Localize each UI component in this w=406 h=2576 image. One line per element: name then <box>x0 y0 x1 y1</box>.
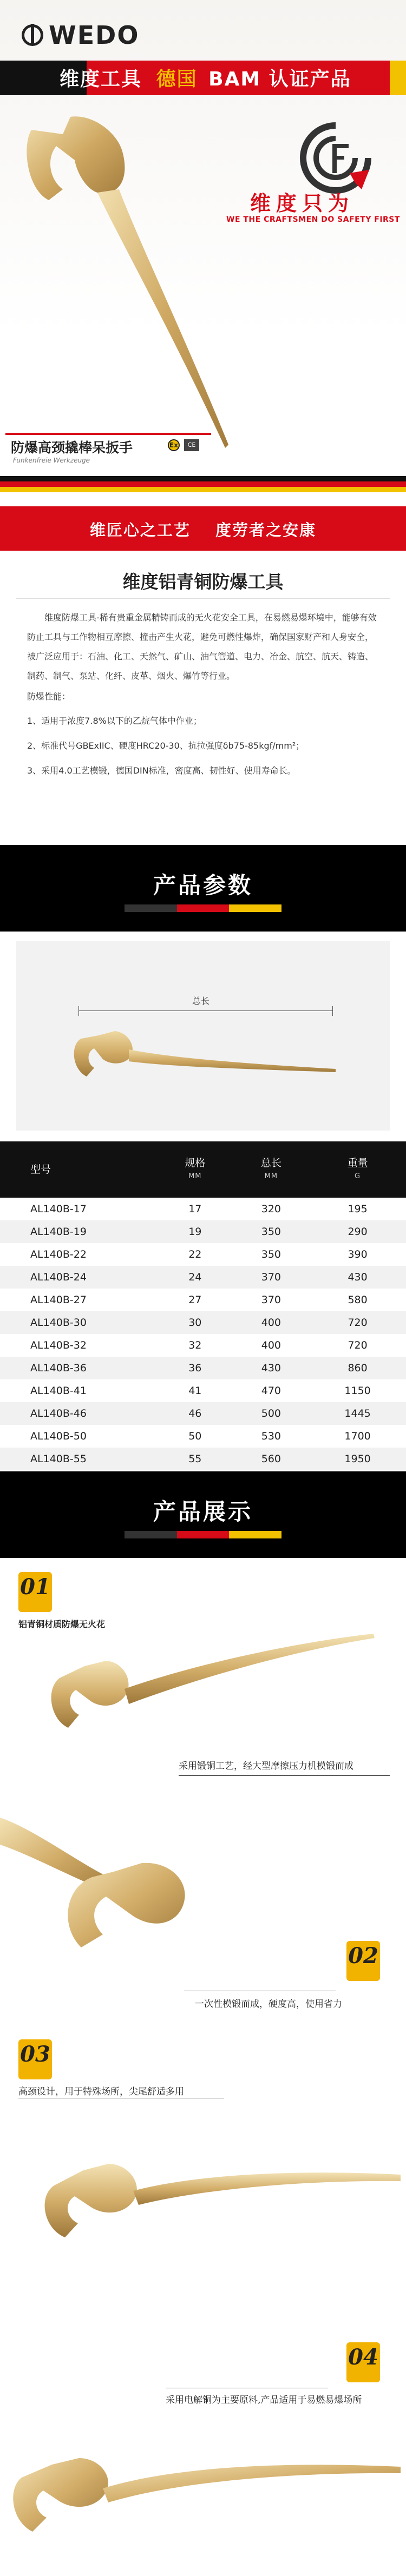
dimension-line <box>78 1010 333 1011</box>
list-item: 2、标准代号GBExIIC、硬度HRC20-30、抗拉强度δb75-85kgf/mm²； <box>27 741 305 751</box>
feature-caption: 一次性模锻而成，硬度高，使用省力 <box>195 1999 342 2010</box>
cell-length: 370 <box>261 1271 281 1283</box>
wrench-diagram-image <box>65 1017 346 1093</box>
cell-model: AL140B-50 <box>30 1430 87 1442</box>
cell-size: 19 <box>188 1226 202 1238</box>
number-badge: 04 <box>346 2342 380 2382</box>
column-header-size: 规格 MM <box>185 1157 206 1180</box>
product-name-tag <box>5 433 211 467</box>
cell-length: 500 <box>261 1408 281 1419</box>
intro-list <box>27 709 384 783</box>
intro-title: 维度铝青铜防爆工具 <box>122 571 284 592</box>
table-row <box>0 1357 406 1379</box>
flag-bar <box>125 904 281 912</box>
cell-weight: 430 <box>348 1271 368 1283</box>
column-header-length: 总长 MM <box>260 1157 281 1180</box>
cell-length: 320 <box>261 1203 281 1215</box>
cell-length: 430 <box>261 1362 281 1374</box>
cell-weight: 290 <box>348 1226 368 1238</box>
wrench-photo-4 <box>0 2407 406 2570</box>
table-row <box>0 1311 406 1334</box>
logo-icon <box>22 24 43 46</box>
banner-title-cert: 认证产品 <box>269 68 351 90</box>
cell-model: AL140B-22 <box>30 1249 87 1260</box>
cell-size: 17 <box>188 1203 202 1215</box>
cell-length: 530 <box>261 1430 281 1442</box>
show-item-4 <box>0 2299 406 2576</box>
ex-badge-icon: Ex <box>168 439 180 451</box>
table-header-row <box>0 1141 406 1198</box>
wrench-photo-3 <box>32 2110 406 2250</box>
feature-caption: 高颈设计，用于特殊场所，尖尾舒适多用 <box>18 2086 184 2097</box>
spec-table <box>0 1141 406 1470</box>
cell-size: 22 <box>188 1249 202 1260</box>
feature-caption: 采用锻铜工艺，经大型摩擦压力机模锻而成 <box>179 1761 353 1772</box>
wrench-photo-2 <box>0 1796 406 1964</box>
german-flag-stripe <box>0 476 406 492</box>
show-item-2 <box>0 1796 406 2023</box>
show-section-header <box>0 1471 406 1558</box>
slogan-cn: 维度只为 <box>250 191 355 215</box>
cell-length: 560 <box>261 1453 281 1465</box>
product-name: 防爆高颈撬棒呆扳手 <box>11 440 133 455</box>
cell-model: AL140B-36 <box>30 1362 87 1374</box>
cell-size: 41 <box>188 1385 202 1397</box>
cell-length: 350 <box>261 1226 281 1238</box>
cell-weight: 860 <box>348 1362 368 1374</box>
cell-model: AL140B-41 <box>30 1385 87 1397</box>
table-row <box>0 1448 406 1470</box>
craft-slogan-right: 度劳者之安康 <box>215 521 317 539</box>
brand-logo[interactable] <box>22 21 139 50</box>
cell-length: 350 <box>261 1249 281 1260</box>
intro-body: 维度防爆工具-稀有贵重金属精铸而成的无火花安全工具，在易燃易爆环境中，能够有效防止工具与工作物相互摩擦、撞击产生火花，避免可燃性爆炸，确保国家财产和人身安全，被广泛应用于：石油、化工、天然气、矿山、油气管道、电力、冶金、航空、航天、铸造、制药、制气、泵站、化纤、皮革、烟火、爆竹等行业。 <box>27 612 377 681</box>
show-item-3 <box>0 2039 406 2267</box>
cell-weight: 1950 <box>344 1453 371 1465</box>
number-badge: 01 <box>18 1572 52 1612</box>
cell-model: AL140B-32 <box>30 1339 87 1351</box>
slogan-en: WE THE CRAFTSMEN DO SAFETY FIRST <box>226 215 400 224</box>
number-badge: 03 <box>18 2039 52 2079</box>
cell-length: 370 <box>261 1294 281 1306</box>
table-row <box>0 1402 406 1425</box>
wrench-hero-image <box>11 108 238 454</box>
divider <box>179 1775 390 1776</box>
certification-logo-icon <box>298 120 374 196</box>
product-subtitle: Funkenfreie Werkzeuge <box>13 457 90 464</box>
banner-title-brand: 维度工具 <box>60 68 142 90</box>
intro-list-title: 防爆性能： <box>27 691 71 702</box>
cell-weight: 1445 <box>344 1408 371 1419</box>
column-header-weight: 重量 G <box>347 1157 368 1180</box>
cell-weight: 1700 <box>344 1430 371 1442</box>
cell-length: 470 <box>261 1385 281 1397</box>
cell-size: 36 <box>188 1362 202 1374</box>
cell-model: AL140B-55 <box>30 1453 87 1465</box>
cell-size: 30 <box>188 1317 202 1329</box>
cell-weight: 390 <box>348 1249 368 1260</box>
cell-size: 27 <box>188 1294 202 1306</box>
cell-model: AL140B-24 <box>30 1271 87 1283</box>
wrench-photo-1 <box>38 1628 384 1747</box>
table-row <box>0 1243 406 1266</box>
cell-length: 400 <box>261 1339 281 1351</box>
craft-slogan <box>0 518 406 540</box>
cell-weight: 1150 <box>344 1385 371 1397</box>
number-badge: 02 <box>346 1941 380 1981</box>
show-item-1 <box>0 1558 406 1791</box>
cell-weight: 195 <box>348 1203 368 1215</box>
column-header-model: 型号 <box>30 1164 51 1175</box>
table-row <box>0 1379 406 1402</box>
flag-bar <box>125 1531 281 1538</box>
banner-title-country: 德国 <box>156 68 198 90</box>
table-row <box>0 1266 406 1289</box>
list-item: 1、适用于浓度7.8%以下的乙烷气体中作业； <box>27 716 202 726</box>
ce-badge-icon: CE <box>184 439 199 451</box>
dimension-label: 总长 <box>192 996 210 1006</box>
table-row <box>0 1334 406 1357</box>
table-row <box>0 1289 406 1311</box>
logo-text: WEDO <box>49 21 140 50</box>
params-section-header <box>0 845 406 932</box>
cell-model: AL140B-30 <box>30 1317 87 1329</box>
cell-weight: 580 <box>348 1294 368 1306</box>
cell-size: 32 <box>188 1339 202 1351</box>
cell-model: AL140B-27 <box>30 1294 87 1306</box>
craft-slogan-left: 维匠心之工艺 <box>89 521 191 539</box>
feature-tag: 铝青铜材质防爆无火花 <box>18 1619 106 1629</box>
cell-weight: 720 <box>348 1317 368 1329</box>
table-row <box>0 1198 406 1220</box>
section-title: 产品展示 <box>153 1498 253 1525</box>
cell-size: 46 <box>188 1408 202 1419</box>
cell-length: 400 <box>261 1317 281 1329</box>
cell-size: 55 <box>188 1453 202 1465</box>
cell-model: AL140B-46 <box>30 1408 87 1419</box>
hero-banner-title <box>60 64 351 91</box>
cell-size: 50 <box>188 1430 202 1442</box>
banner-title-bam: BAM <box>208 68 261 90</box>
hero-section <box>0 0 406 476</box>
section-title: 产品参数 <box>153 872 253 899</box>
cell-size: 24 <box>188 1271 202 1283</box>
table-row <box>0 1220 406 1243</box>
cell-model: AL140B-17 <box>30 1203 87 1215</box>
cell-model: AL140B-19 <box>30 1226 87 1238</box>
table-row <box>0 1425 406 1448</box>
divider <box>16 598 390 599</box>
cell-weight: 720 <box>348 1339 368 1351</box>
list-item: 3、采用4.0工艺模锻，德国DIN标准，密度高、韧性好、使用寿命长。 <box>27 765 296 776</box>
feature-caption: 采用电解铜为主要原料,产品适用于易燃易爆场所 <box>166 2395 362 2406</box>
